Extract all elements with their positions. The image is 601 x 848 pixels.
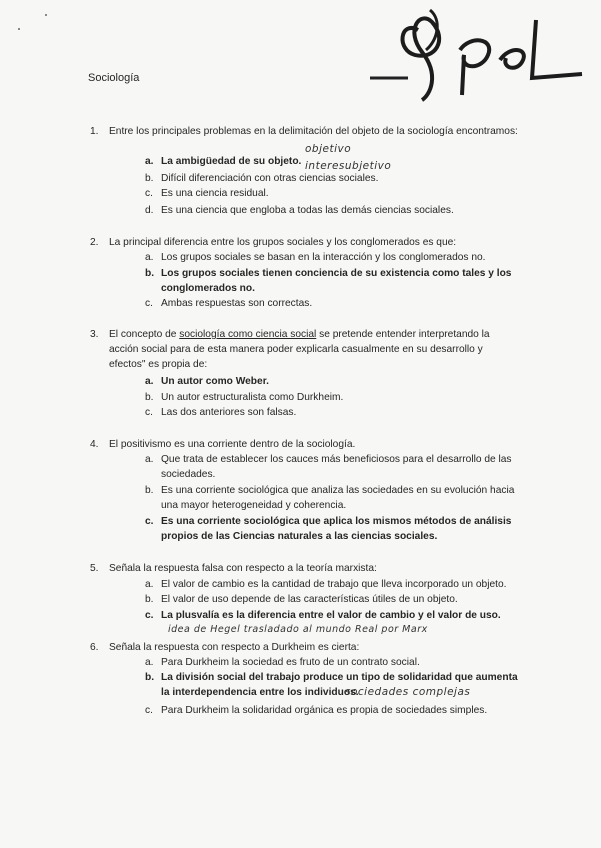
question-stem-underlined: sociología como ciencia social [179,329,317,340]
option-text: El valor de cambio es la cantidad de trabajo que lleva incorporado un objeto. [161,579,507,590]
question-number: 1. [90,126,99,137]
option-text: Las dos anteriores son falsas. [161,407,297,418]
question-number: 5. [90,563,99,574]
question-number: 3. [90,329,99,340]
option-letter: b. [145,173,154,184]
signature-text: Pepi [560,105,563,106]
option-text: La ambigüedad de su objeto. [161,156,302,167]
option-letter: c. [145,298,153,309]
option-text: Es una corriente sociológica que analiza las sociedades en su evolución hacia una mayor heterogeneidad y coherencia. [161,485,515,511]
option-text: El valor de uso depende de las características útiles de un objeto. [161,594,458,605]
option-letter: c. [145,407,153,418]
option-letter: c. [145,516,154,527]
option-text: Es una corriente sociológica que aplica los mismos métodos de análisis propios de las Ciencias naturales a las ciencias sociales. [161,516,512,542]
question-stem: Señala la respuesta falsa con respecto a la teoría marxista: [109,563,377,574]
question-stem: La principal diferencia entre los grupos sociales y los conglomerados es que: [109,237,457,248]
option-text: Es una ciencia que engloba a todas las demás ciencias sociales. [161,205,454,216]
option-text: Para Durkheim la solidaridad orgánica es propia de sociedades simples. [161,705,488,716]
option-letter: a. [145,657,154,668]
option-letter: a. [145,252,154,263]
option-text: Para Durkheim la sociedad es fruto de un contrato social. [161,657,420,668]
question-number: 2. [90,237,99,248]
question-number: 6. [90,642,99,653]
question-stem: Entre los principales problemas en la delimitación del objeto de la sociología encontramos: [109,126,518,137]
option-text: Los grupos sociales tienen conciencia de su existencia como tales y los conglomerados no. [161,268,512,294]
option-letter: a. [145,579,154,590]
option-letter: d. [145,205,154,216]
option-letter: a. [145,156,154,167]
speck [45,14,47,16]
option-letter: c. [145,188,153,199]
option-letter: c. [145,705,153,716]
option-letter: b. [145,594,154,605]
option-letter: b. [145,485,154,496]
option-text: Difícil diferenciación con otras ciencias sociales. [161,173,379,184]
speck [18,28,20,30]
question-stem-before: El concepto de [109,329,180,340]
option-letter: b. [145,392,154,403]
option-text: Los grupos sociales se basan en la interacción y los conglomerados no. [161,252,486,263]
option-text: Que trata de establecer los cauces más beneficiosos para el desarrollo de las sociedades. [161,454,512,480]
question-stem-after: se pretende entender interpretando la acción social para de esta manera poder explicarla casualmente en su desarrollo y efectos" es propia de: [109,329,490,370]
option-text: Es una ciencia residual. [161,188,269,199]
handwritten-note: idea de Hegel trasladado al mundo Real por Marx [168,624,428,635]
option-text: Ambas respuestas son correctas. [161,298,313,309]
option-text: La división social del trabajo produce un tipo de solidaridad que aumenta la interdependencia entre los individuos. [161,672,518,698]
handwritten-note: sociedades complejas [345,686,471,698]
signature-scribble [360,0,590,110]
handwritten-note: interesubjetivo [305,160,392,172]
option-letter: a. [145,376,154,387]
question-number: 4. [90,439,99,450]
handwritten-note: objetivo [305,143,352,155]
option-text: La plusvalía es la diferencia entre el valor de cambio y el valor de uso. [161,610,501,621]
question-stem: El positivismo es una corriente dentro de la sociología. [109,439,356,450]
option-text: Un autor como Weber. [161,376,269,387]
page-title: Sociología [88,72,140,84]
option-letter: b. [145,672,155,683]
option-letter: b. [145,268,155,279]
option-letter: c. [145,610,154,621]
option-text: Un autor estructuralista como Durkheim. [161,392,344,403]
option-letter: a. [145,454,154,465]
question-stem: Señala la respuesta con respecto a Durkheim es cierta: [109,642,360,653]
